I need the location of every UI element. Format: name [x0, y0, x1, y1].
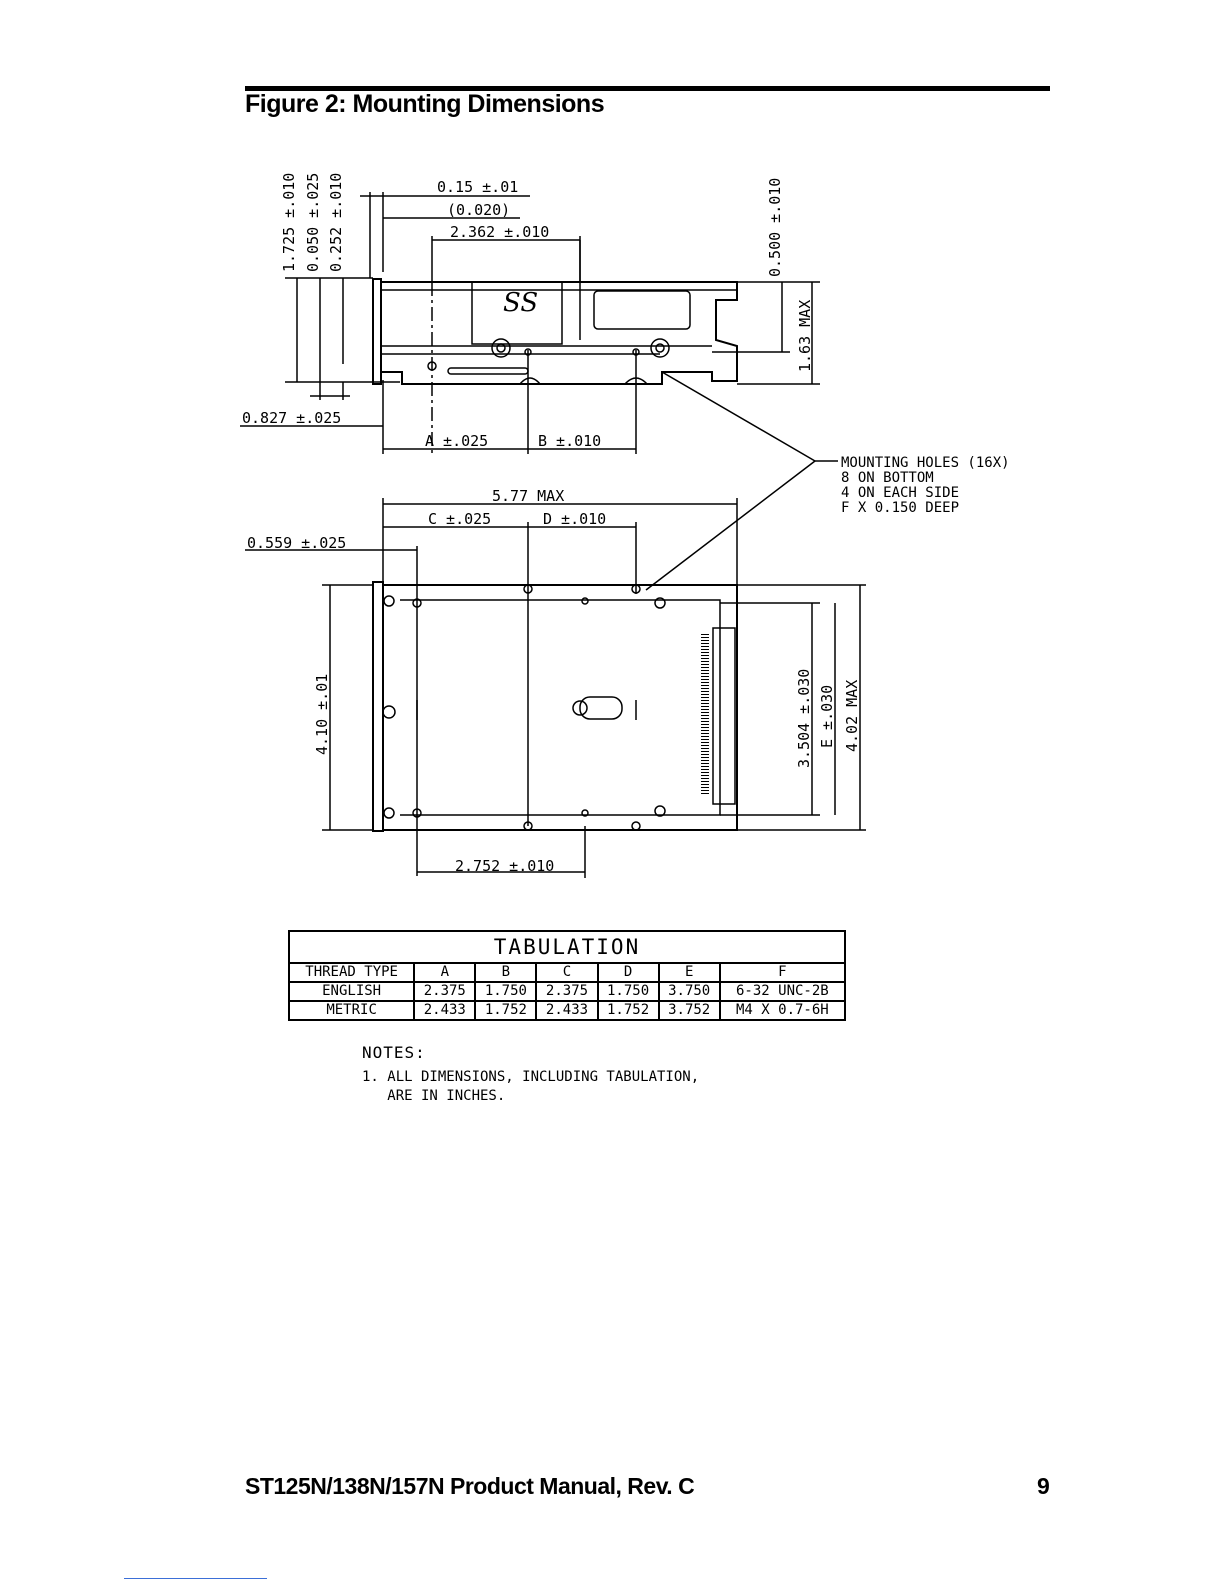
- tabulation-caption: TABULATION: [289, 931, 845, 963]
- dim-0050: 0.050 ±.025: [304, 172, 322, 272]
- cell-english-c: 2.375: [536, 982, 597, 1001]
- dim-0020: (0.020): [447, 201, 511, 219]
- page-edge-mark: [124, 1578, 267, 1579]
- cell-english-d: 1.750: [598, 982, 659, 1001]
- header-a: A: [414, 963, 475, 982]
- callout-line-4: F X 0.150 DEEP: [841, 500, 960, 516]
- dim-D: D ±.010: [543, 510, 607, 528]
- dim-0500: 0.500 ±.010: [766, 177, 784, 277]
- page-number: 9: [1037, 1473, 1050, 1499]
- figure-title: Figure 2: Mounting Dimensions: [245, 90, 605, 118]
- dim-577: 5.77 MAX: [492, 487, 565, 505]
- table-row: [289, 982, 845, 1001]
- dim-1725: 1.725 ±.010: [280, 172, 298, 272]
- cell-metric-f: M4 X 0.7-6H: [720, 1001, 845, 1020]
- header-thread-type: THREAD TYPE: [289, 963, 414, 982]
- cell-english-f: 6-32 UNC-2B: [720, 982, 845, 1001]
- dim-E: E ±.030: [818, 684, 836, 748]
- tabulation-table-wrap: [288, 930, 846, 1021]
- cell-english-type: ENGLISH: [289, 982, 414, 1001]
- dim-410: 4.10 ±.01: [313, 673, 331, 755]
- dim-B: B ±.010: [538, 432, 602, 450]
- header-e: E: [659, 963, 720, 982]
- cell-metric-c: 2.433: [536, 1001, 597, 1020]
- dim-163: 1.63 MAX: [796, 299, 814, 372]
- cell-metric-d: 1.752: [598, 1001, 659, 1020]
- dim-2752: 2.752 ±.010: [455, 857, 555, 875]
- dim-A: A ±.025: [425, 432, 489, 450]
- notes-heading: NOTES:: [362, 1043, 426, 1062]
- cell-metric-a: 2.433: [414, 1001, 475, 1020]
- dim-2362: 2.362 ±.010: [450, 223, 550, 241]
- dim-402: 4.02 MAX: [843, 679, 861, 752]
- callout-line-1: MOUNTING HOLES (16X): [841, 455, 1010, 471]
- header-d: D: [598, 963, 659, 982]
- svg-text:SS: SS: [503, 288, 539, 318]
- cell-metric-type: METRIC: [289, 1001, 414, 1020]
- cell-metric-b: 1.752: [475, 1001, 536, 1020]
- callout-line-2: 8 ON BOTTOM: [841, 470, 934, 486]
- notes-block: [362, 1043, 699, 1106]
- cell-english-e: 3.750: [659, 982, 720, 1001]
- dim-C: C ±.025: [428, 510, 492, 528]
- cell-metric-e: 3.752: [659, 1001, 720, 1020]
- dim-0559: 0.559 ±.025: [247, 534, 347, 552]
- dim-3504: 3.504 ±.030: [795, 668, 813, 768]
- dim-0252: 0.252 ±.010: [327, 172, 345, 272]
- notes-line-1: 1. ALL DIMENSIONS, INCLUDING TABULATION,: [362, 1069, 700, 1085]
- header-f: F: [720, 963, 845, 982]
- cell-english-a: 2.375: [414, 982, 475, 1001]
- header-b: B: [475, 963, 536, 982]
- table-header-row: [289, 963, 845, 982]
- footer-manual-title: ST125N/138N/157N Product Manual, Rev. C: [245, 1473, 695, 1499]
- dim-015: 0.15 ±.01: [437, 178, 519, 196]
- cell-english-b: 1.750: [475, 982, 536, 1001]
- notes-line-2: ARE IN INCHES.: [362, 1088, 506, 1104]
- callout-line-3: 4 ON EACH SIDE: [841, 485, 960, 501]
- tabulation-table: [288, 930, 846, 1021]
- header-c: C: [536, 963, 597, 982]
- table-row: [289, 1001, 845, 1020]
- dim-0827: 0.827 ±.025: [242, 409, 342, 427]
